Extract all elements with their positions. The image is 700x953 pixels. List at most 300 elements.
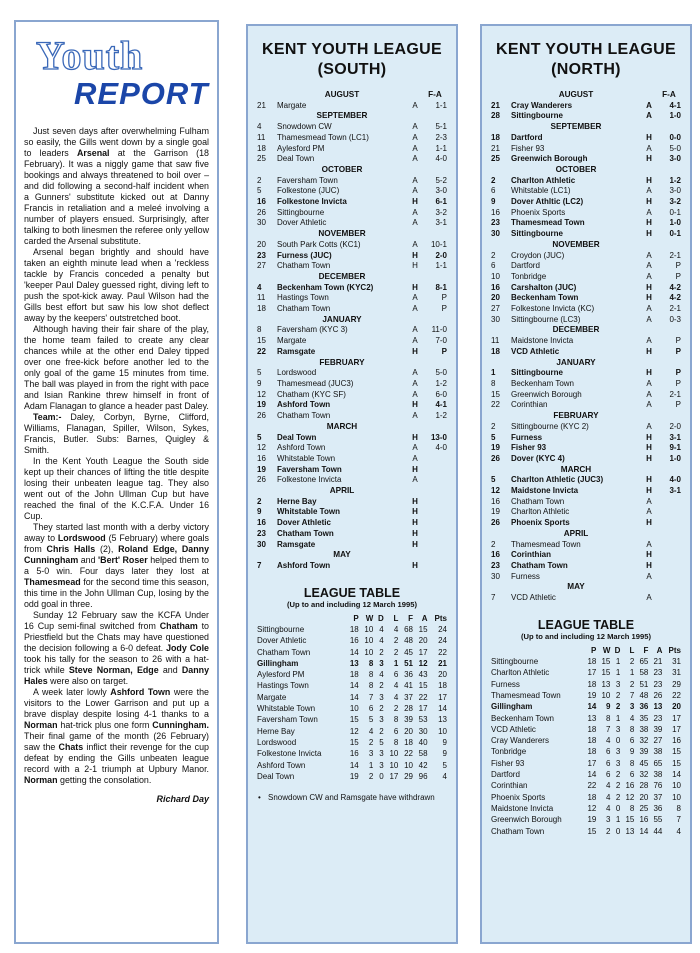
stat-cell: 6 <box>629 770 635 780</box>
fixture-opponent: Cray Wanderers <box>511 100 573 110</box>
fixture-row <box>490 433 682 444</box>
text-run: helped them to a 5-0 win. Four days later they lost at <box>24 555 209 576</box>
stat-cell: 2 <box>379 704 384 714</box>
fixture-date: 26 <box>491 518 500 528</box>
table-row <box>490 690 682 701</box>
fixture-opponent: Folkestone Invicta <box>277 197 347 207</box>
fixture-result: 3-1 <box>669 486 681 496</box>
fixture-opponent: Thamesmead Town (LC1) <box>277 132 369 142</box>
stat-cell: 3 <box>615 747 621 757</box>
stat-cell: 39 <box>653 724 663 734</box>
fixture-opponent: Beckenham Town <box>511 293 579 303</box>
month-name: FEBRUARY <box>553 411 599 421</box>
team-name: Folkestone Invicta <box>257 749 322 759</box>
fixture-opponent: Maidstone Invicta <box>511 336 574 346</box>
stat-cell: 17 <box>672 724 681 734</box>
fixture-row <box>256 518 448 529</box>
stat-cell: 18 <box>587 736 597 746</box>
stat-cell: 9 <box>605 702 611 712</box>
fixture-opponent: Margate <box>277 100 307 110</box>
fa-header <box>656 325 682 336</box>
stat-cell: 48 <box>404 636 413 646</box>
fa-header: F-A <box>662 90 676 99</box>
fixture-date: 2 <box>491 539 496 549</box>
month-heading-row <box>490 411 682 422</box>
team-name: Cray Wanderers <box>491 736 549 746</box>
stat-cell: 5 <box>368 715 374 725</box>
fixture-venue-cell <box>642 325 656 336</box>
fixture-row <box>490 111 682 122</box>
stat-cell: 39 <box>639 747 649 757</box>
fixture-venue: A <box>412 218 418 228</box>
fixture-row <box>256 454 448 465</box>
column-header: F <box>408 613 413 623</box>
team-name: Gillingham <box>491 702 533 712</box>
fixture-row <box>256 144 448 155</box>
text-run: A week later lowly <box>33 687 111 697</box>
text-run: Arsenal began brightly and should have taken an eighth minute lead when a 'reckless tackle by Francis conceded a penalty but 'keeper Paul Daley guessed right, diving left to push the spot-kick away. Paul Wilson had the Gills best effort but saw his low shot deflect away by the keepers' outstretched boot. <box>24 247 209 323</box>
fixture-venue-cell <box>408 358 422 369</box>
stat-cell: 43 <box>418 670 428 680</box>
stat-cell: 21 <box>438 658 447 668</box>
fixture-venue: A <box>646 111 652 121</box>
fixture-venue-cell <box>408 486 422 497</box>
stat-cell: 3 <box>615 724 621 734</box>
table-row <box>490 724 682 735</box>
stat-cell: 10 <box>438 726 447 736</box>
fixture-date: 26 <box>257 475 266 485</box>
fixture-result: P <box>675 400 681 410</box>
stat-cell: 20 <box>418 636 428 646</box>
fixture-result <box>656 507 682 518</box>
month-name: SEPTEMBER <box>316 111 368 121</box>
stat-cell: 31 <box>672 668 681 678</box>
stat-cell: 65 <box>639 657 649 667</box>
fixture-venue: H <box>412 496 418 506</box>
fixture-result <box>656 593 682 604</box>
stat-cell: 3 <box>379 715 384 725</box>
fixture-row <box>256 218 448 229</box>
fixture-row <box>490 218 682 229</box>
fixture-result: 5-0 <box>669 143 681 153</box>
fixture-opponent: Chatham Town <box>511 496 565 506</box>
stat-cell: 44 <box>653 826 663 836</box>
fixture-date: 10 <box>491 271 500 281</box>
fixture-opponent: Corinthian <box>511 550 551 560</box>
fixture-result: 1-2 <box>669 175 681 185</box>
stat-cell: 17 <box>672 713 681 723</box>
table-row <box>490 814 682 825</box>
south-fixtures-table <box>256 90 448 572</box>
fixture-date: 16 <box>257 453 266 463</box>
stat-cell: 4 <box>393 681 399 691</box>
month-heading-row <box>256 165 448 176</box>
fixture-venue: H <box>412 539 418 549</box>
fixture-row <box>490 422 682 433</box>
report-paragraph <box>24 522 209 610</box>
stat-cell: 2 <box>629 657 635 667</box>
stat-cell: 15 <box>418 624 428 634</box>
stat-cell: 10 <box>389 749 399 759</box>
stat-cell: 8 <box>368 681 374 691</box>
fa-header: F-A <box>428 90 442 99</box>
team-name: Lordswood <box>257 737 297 747</box>
fixture-venue: A <box>412 122 418 132</box>
fixture-row <box>490 251 682 262</box>
bold-text: Danny Hales <box>24 665 209 686</box>
fixture-opponent: Dartford <box>511 261 540 271</box>
south-subtitle: (SOUTH) <box>317 61 387 78</box>
text-run: Their final game of the month (26 February) saw the <box>24 731 209 752</box>
fixture-result: 3-0 <box>669 186 681 196</box>
text-run: Although having their fair share of the play, the home team failed to create any clear chances while at the other end Daley tipped over one free-kick before another led to the only goal of the game 15 minutes from time. The ball was played in from the right with pace and Isian Rankine threw himself in front of Adam Flanagan to glance a header past Daley. <box>24 324 209 411</box>
fixture-venue: A <box>412 100 418 110</box>
table-row <box>490 769 682 780</box>
fixture-row <box>256 304 448 315</box>
fixture-result: 3-1 <box>669 432 681 442</box>
fixture-date: 5 <box>491 432 496 442</box>
month-name: NOVEMBER <box>552 239 600 249</box>
stat-cell: 2 <box>615 770 621 780</box>
stat-cell: 17 <box>418 647 428 657</box>
north-subtitle: (NORTH) <box>551 61 621 78</box>
fixture-date: 12 <box>257 443 266 453</box>
fixture-result: 1-1 <box>435 143 447 153</box>
column-header: W <box>365 613 374 623</box>
fixture-opponent: Sittingbourne <box>511 368 563 378</box>
stat-cell: 20 <box>404 726 413 736</box>
stat-cell: 23 <box>653 668 663 678</box>
bold-text: Lordswood <box>57 533 106 543</box>
stat-cell: 8 <box>629 724 635 734</box>
fixture-row <box>256 101 448 112</box>
stat-cell: 6 <box>605 758 611 768</box>
fixture-result <box>656 550 682 561</box>
stat-cell: 19 <box>587 815 597 825</box>
fixture-venue: A <box>412 368 418 378</box>
fixture-result <box>422 507 448 518</box>
stat-cell: 14 <box>349 692 359 702</box>
month-heading-row <box>256 272 448 283</box>
stat-cell: 2 <box>605 826 611 836</box>
stat-cell: 8 <box>605 713 611 723</box>
fixture-row <box>256 251 448 262</box>
stat-cell: 38 <box>653 747 663 757</box>
stat-cell: 58 <box>639 668 649 678</box>
stat-cell: 10 <box>601 690 611 700</box>
fixture-row <box>256 368 448 379</box>
fixture-venue: A <box>412 378 418 388</box>
youth-report-logo <box>24 32 209 120</box>
fixture-venue: H <box>646 218 652 228</box>
stat-cell: 18 <box>587 792 597 802</box>
fixture-venue: H <box>412 560 418 570</box>
stat-cell: 16 <box>672 736 681 746</box>
fixture-result: 4-0 <box>435 443 447 453</box>
month-name: AUGUST <box>558 90 594 99</box>
fixture-venue-cell <box>408 111 422 122</box>
fixture-venue: A <box>646 336 652 346</box>
fixture-venue: A <box>646 207 652 217</box>
fixture-opponent: Chatham Town <box>277 528 334 538</box>
south-league-panel <box>246 24 458 944</box>
fixture-venue-cell <box>642 465 656 476</box>
stat-cell: 30 <box>418 726 428 736</box>
fixture-result: 8-1 <box>435 282 447 292</box>
stat-cell: 38 <box>639 724 649 734</box>
stat-cell: 13 <box>625 826 635 836</box>
stat-cell: 2 <box>615 690 621 700</box>
stat-cell: 2 <box>379 726 384 736</box>
fixture-result <box>422 529 448 540</box>
fixture-row <box>256 390 448 401</box>
stat-cell: 17 <box>587 668 597 678</box>
fixture-venue: A <box>412 453 418 463</box>
fixture-opponent: Charlton Athletic (JUC3) <box>511 475 604 485</box>
month-heading-row <box>490 465 682 476</box>
stat-cell: 1 <box>629 668 635 678</box>
fa-header <box>656 465 682 476</box>
fixture-date: 22 <box>491 400 500 410</box>
fa-header <box>422 486 448 497</box>
table-row <box>256 692 448 703</box>
fixture-date: 4 <box>257 122 262 132</box>
stat-cell: 4 <box>605 803 611 813</box>
fixture-opponent: Chatham (KYC SF) <box>277 389 346 399</box>
fixture-date: 2 <box>491 421 496 431</box>
fixture-row <box>256 122 448 133</box>
column-header <box>490 645 583 656</box>
column-header <box>256 613 345 624</box>
fixture-date: 20 <box>491 293 500 303</box>
fixture-venue: A <box>646 186 652 196</box>
fixture-venue: H <box>412 282 418 292</box>
team-name: Hastings Town <box>257 681 309 691</box>
fixture-result: 5-0 <box>435 368 447 378</box>
column-header: F <box>643 645 649 655</box>
fixture-opponent: Furness <box>511 571 540 581</box>
fixture-venue: A <box>646 378 652 388</box>
fixture-opponent: Sittingbourne (LC3) <box>511 314 581 324</box>
fa-header <box>656 358 682 369</box>
fixture-venue: A <box>646 389 652 399</box>
fixture-date-cell <box>256 165 276 176</box>
fixture-row <box>490 283 682 294</box>
fixture-opponent: Tonbridge <box>511 271 547 281</box>
fixture-date-cell <box>490 529 510 540</box>
stat-cell: 1 <box>615 668 621 678</box>
south-withdrawn-note: • Snowdown CW and Ramsgate have withdrawn <box>256 792 448 803</box>
stat-cell: 13 <box>587 713 597 723</box>
team-name: Tonbridge <box>491 747 527 757</box>
table-row <box>490 780 682 791</box>
fixture-date-cell <box>256 229 276 240</box>
stat-cell: 10 <box>364 636 374 646</box>
fixture-result: 1-2 <box>435 411 447 421</box>
fixture-venue: H <box>412 261 418 271</box>
fixture-opponent: Ashford Town <box>277 560 331 570</box>
stat-cell: 5 <box>442 760 447 770</box>
text-run: for the second time this season, this time in the John Ullman Cup, losing by the odd goal in three. <box>24 577 209 609</box>
stat-cell: 13 <box>601 679 611 689</box>
stat-cell: 2 <box>615 702 621 712</box>
month-name: DECEMBER <box>552 325 600 335</box>
report-paragraph <box>24 456 209 522</box>
fixture-row <box>490 229 682 240</box>
fixture-opponent: Ashford Town <box>277 400 331 410</box>
month-name: APRIL <box>563 528 589 538</box>
stat-cell: 4 <box>605 736 611 746</box>
fixture-result: 9-1 <box>669 443 681 453</box>
table-row <box>490 758 682 769</box>
stat-cell: 17 <box>418 704 428 714</box>
month-heading-row <box>490 529 682 540</box>
stat-cell: 65 <box>653 758 663 768</box>
fixture-date-cell <box>490 582 510 593</box>
fixture-date: 30 <box>257 539 266 549</box>
fixture-row <box>490 272 682 283</box>
fixture-row <box>256 433 448 444</box>
fixture-opponent: Charlton Athletic <box>511 175 576 185</box>
fixture-row <box>256 283 448 294</box>
fixture-venue-cell <box>408 422 422 433</box>
fixture-row <box>490 144 682 155</box>
fixture-opponent: Dover (KYC 4) <box>511 453 565 463</box>
stat-cell: 14 <box>349 760 359 770</box>
team-name: Thamesmead Town <box>491 690 561 700</box>
stat-cell: 18 <box>404 737 413 747</box>
stat-cell: 4 <box>379 670 384 680</box>
fixture-venue: A <box>412 325 418 335</box>
logo-word-report: REPORT <box>74 76 209 111</box>
fixture-date-cell <box>256 90 276 101</box>
south-title: KENT YOUTH LEAGUE <box>262 41 442 58</box>
fa-header <box>422 272 448 283</box>
month-heading-row <box>490 358 682 369</box>
stat-cell: 53 <box>418 715 428 725</box>
table-row <box>256 748 448 759</box>
fixture-row <box>256 186 448 197</box>
fixture-date: 18 <box>491 346 500 356</box>
fixture-venue: A <box>646 400 652 410</box>
stat-cell: 38 <box>653 770 663 780</box>
table-row <box>490 803 682 814</box>
month-heading-row <box>256 358 448 369</box>
fixture-date: 19 <box>491 443 500 453</box>
fixture-result: 4-1 <box>669 100 681 110</box>
table-row <box>256 703 448 714</box>
table-row <box>256 771 448 782</box>
fixture-date: 7 <box>491 593 496 603</box>
fixture-row <box>490 540 682 551</box>
table-header-row <box>490 645 682 656</box>
month-name: SEPTEMBER <box>550 122 602 132</box>
stat-cell: 3 <box>629 702 635 712</box>
fixture-date: 5 <box>257 186 262 196</box>
fixture-row <box>256 208 448 219</box>
youth-report-column <box>14 20 219 944</box>
north-league-panel <box>480 24 692 944</box>
stat-cell: 18 <box>349 670 359 680</box>
fixture-opponent: Beckenham Town (KYC2) <box>277 282 374 292</box>
stat-cell: 5 <box>379 737 384 747</box>
fixture-opponent: Dover Athletic <box>277 218 327 228</box>
bold-text: Roland Edge, Danny Cunningham <box>24 544 210 565</box>
fixture-result: 0-1 <box>669 207 681 217</box>
fixture-row <box>490 176 682 187</box>
fixture-result: 6-0 <box>435 389 447 399</box>
stat-cell: 12 <box>587 803 597 813</box>
fixture-date: 15 <box>257 336 266 346</box>
fixture-result <box>656 540 682 551</box>
stat-cell: 13 <box>438 715 447 725</box>
fixture-venue: A <box>412 304 418 314</box>
stat-cell: 12 <box>625 792 635 802</box>
fixture-opponent: Dover Athletic <box>277 518 331 528</box>
fixture-venue: H <box>646 432 652 442</box>
fixture-result: 7-0 <box>435 336 447 346</box>
fixture-date-cell <box>490 122 510 133</box>
bold-text: Steve Norman, Edge <box>68 665 159 675</box>
stat-cell: 40 <box>418 737 428 747</box>
stat-cell: 8 <box>393 715 399 725</box>
fa-header <box>422 111 448 122</box>
fixture-venue: A <box>412 475 418 485</box>
fixture-venue: H <box>412 507 418 517</box>
table-row <box>490 679 682 690</box>
fixture-row <box>490 197 682 208</box>
fixture-date-cell <box>256 422 276 433</box>
fixture-date: 5 <box>257 368 262 378</box>
stat-cell: 10 <box>349 704 359 714</box>
stat-cell: 45 <box>639 758 649 768</box>
fixture-result: P <box>441 304 447 314</box>
team-name: Corinthian <box>491 781 528 791</box>
fixture-date: 23 <box>491 560 500 570</box>
stat-cell: 25 <box>639 803 649 813</box>
fixture-row <box>256 465 448 476</box>
fixture-date-cell <box>256 272 276 283</box>
fixture-result: 10-1 <box>430 239 447 249</box>
stat-cell: 45 <box>404 647 413 657</box>
stat-cell: 0 <box>615 803 621 813</box>
fixture-opponent: Whitstable Town <box>277 453 336 463</box>
fixture-venue: A <box>646 593 652 603</box>
bold-text: Chris Halls <box>46 544 96 554</box>
team-name: Chatham Town <box>257 647 311 657</box>
table-row <box>256 714 448 725</box>
fixture-opponent: Whitstable Town <box>277 507 340 517</box>
fixture-result: 11-0 <box>431 325 447 335</box>
stat-cell: 2 <box>379 647 384 657</box>
fixture-result: 0-3 <box>669 314 681 324</box>
fixture-row <box>256 133 448 144</box>
stat-cell: 55 <box>653 815 663 825</box>
stat-cell: 29 <box>672 679 681 689</box>
fixture-row <box>490 186 682 197</box>
fixture-row <box>256 529 448 540</box>
fixture-venue-cell <box>642 122 656 133</box>
column-header: L <box>393 613 399 623</box>
stat-cell: 13 <box>349 658 359 668</box>
month-name: NOVEMBER <box>318 229 366 239</box>
stat-cell: 3 <box>605 815 611 825</box>
fixture-venue: H <box>646 550 652 560</box>
fixture-row <box>490 443 682 454</box>
stat-cell: 13 <box>653 702 663 712</box>
stat-cell: 8 <box>393 737 399 747</box>
stat-cell: 10 <box>672 781 681 791</box>
